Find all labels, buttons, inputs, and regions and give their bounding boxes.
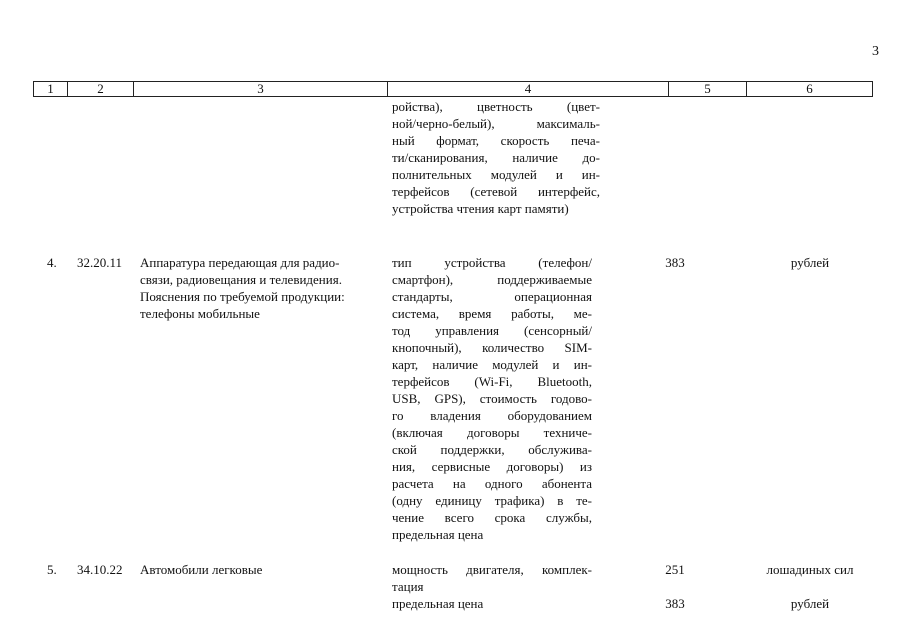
unit-name: рублей (790, 255, 830, 270)
text-line: ройства), цветность (цвет- (392, 99, 600, 114)
text-line: полнительных модулей и ин- (392, 167, 600, 182)
text-line: кнопочный), количество SIM- (392, 340, 592, 355)
product-name (140, 254, 385, 322)
text-line: ской поддержки, обслужива- (392, 442, 592, 457)
column-header-4: 4 (388, 82, 669, 96)
okei-code: 251 (665, 562, 685, 577)
text-line: (одну единицу трафика) в те- (392, 493, 592, 508)
text-line: предельная цена (392, 527, 484, 542)
text-line: расчета на одного абонента (392, 476, 592, 491)
column-header-3: 3 (134, 82, 388, 96)
okei-code: 383 (665, 255, 685, 270)
text-line: тип устройства (телефон/ (392, 255, 592, 270)
unit-name: лошадиных сил (766, 562, 854, 577)
text-line: стандарты, операционная (392, 289, 592, 304)
text-line: смартфон), поддерживаемые (392, 272, 592, 287)
row-number: 5. (47, 562, 57, 577)
text-line: тод управления (сенсорный/ (392, 323, 592, 338)
continuation-text (392, 98, 600, 217)
row-number: 4. (47, 255, 57, 270)
column-header-5: 5 (669, 82, 747, 96)
text-line: ной/черно-белый), максималь- (392, 116, 600, 131)
text-line: мощность двигателя, комплек- (392, 562, 592, 577)
text-line: ти/сканирования, наличие до- (392, 150, 600, 165)
column-header-2: 2 (68, 82, 134, 96)
okei-code: 383 (665, 596, 685, 611)
text-line: телефоны мобильные (140, 306, 260, 321)
text-line: (включая договоры техниче- (392, 425, 592, 440)
text-line: USB, GPS), стоимость годово- (392, 391, 592, 406)
okpd-code: 32.20.11 (77, 255, 123, 270)
text-line: система, время работы, ме- (392, 306, 592, 321)
text-line: предельная цена (392, 596, 484, 611)
text-line: Аппаратура передающая для радио- (140, 255, 340, 270)
text-line: терфейсов (сетевой интерфейс, (392, 184, 600, 199)
text-line: терфейсов (Wi-Fi, Bluetooth, (392, 374, 592, 389)
text-line: связи, радиовещания и телевидения. (140, 272, 342, 287)
column-header-6: 6 (806, 81, 813, 96)
page-number: 3 (872, 44, 879, 59)
okpd-code: 34.10.22 (77, 562, 123, 577)
product-name: Автомобили легковые (140, 562, 263, 577)
column-header-1: 1 (34, 82, 68, 96)
product-characteristics (392, 254, 592, 543)
unit-name: рублей (790, 596, 830, 611)
text-line: чение всего срока службы, (392, 510, 592, 525)
text-line: Пояснения по требуемой продукции: (140, 289, 345, 304)
text-line: карт, наличие модулей и ин- (392, 357, 592, 372)
product-characteristics (392, 561, 592, 612)
table-header-row (33, 81, 873, 97)
text-line: ния, сервисные договоры) из (392, 459, 592, 474)
text-line: тация (392, 579, 424, 594)
text-line: устройства чтения карт памяти) (392, 201, 569, 216)
text-line: ный формат, скорость печа- (392, 133, 600, 148)
text-line: го владения оборудованием (392, 408, 592, 423)
